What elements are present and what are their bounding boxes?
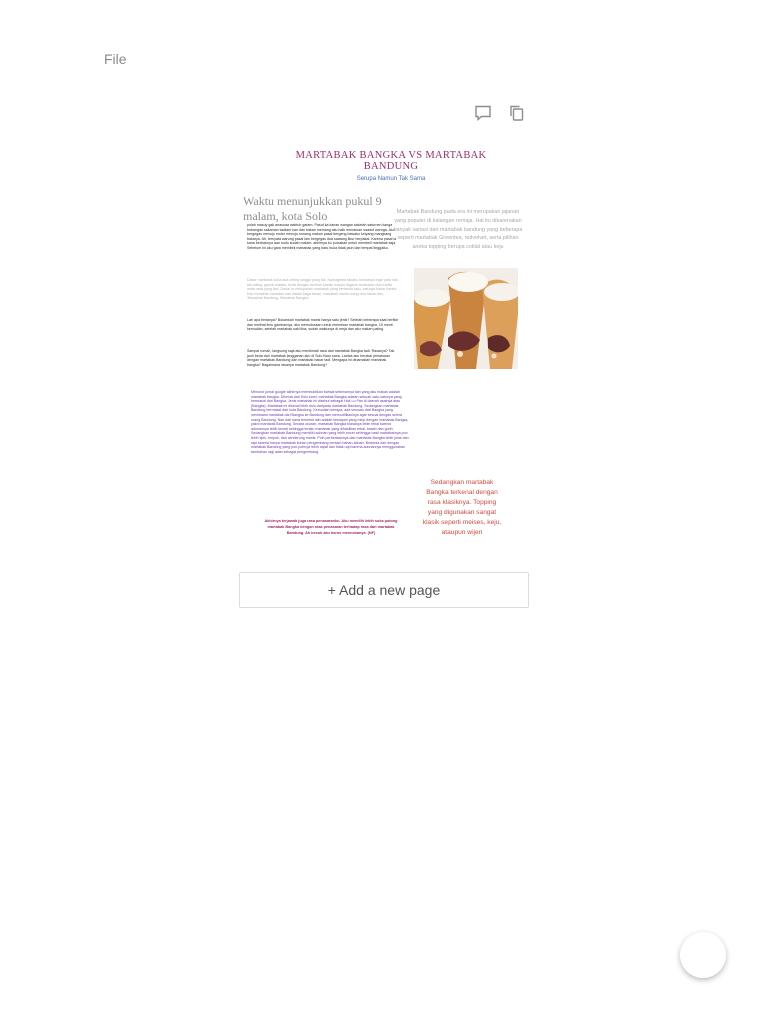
body-paragraph-5: Menurut jurnal google akhirnya membuktikan bahwa sebenarnya lain yang aku makan adalah martabak bangka. Dikenal dari Solo kami, martabak Bangka adalah sebuah satu-satunya yang bermasal dari Bangka. Jenis martabak ini disebut sebagai Hok Lo Pan di daerah asalnya atau (Bangka). Martabak ini dikenal lebih dulu daripada martabak Bandung. Sedangkan martabak Bandung bermasal dari kota Bandung. Kemudian kenapa, ada sesuatu dari Bangka yang membawa martabak dari Bangka ke Bandung dan memodifikasinya agar sesuai dengan selera orang Bandung. Nah dari sana tersebut lain adalah kesiapan yang mirip dengan martabak Bangka, yakni martabak Bandung. Secara ukuran, martabak Bangka biasanya lebih tebal karena adonannya lebih kental sehingga terlalu martabak yang dihasilkan tebal, basah dan gurih. Sedangkan martabak Bandung memiliki adonan yang lebih encer sehingga hasil martabaknya pun lebih tipis, empuk, dan cenderung manis. Poin perbedaannya dari martabak Bangka lebih jelas dan rapi karena hanya martabak kuhan pengembang bersam bahan-bahan. Berbeda dari dengan martabak Bandung yang pori-porinya lebih rapat dan tidak rapi karena adonannya menggunakan tambahan ragi ialah sebagai pengembang. xyxy=(251,390,409,454)
closing-paragraph: Akhirnya terjawab juga rasa penasaranku. Aku memilih lebih suka potong martabak Bangka dengan rasa penasaran terhadap rasa dari martabak Bandung. Ah besok aku harus mencobanya. (NF) xyxy=(264,519,398,535)
side-quote: Sedangkan martabak Bangka terkenal dengan rasa klasiknya. Topping yang digunakan sangat klasik seperti meises, keju, ataupun wijen xyxy=(422,479,502,536)
add-new-page-button[interactable]: + Add a new page xyxy=(239,572,529,608)
document-page[interactable] xyxy=(240,142,530,554)
lead-heading: Waktu menunjukkan pukul 9 malam, kota Solo xyxy=(243,194,382,223)
side-caption: Martabak Bandung pada era ini merupakan jajanan yang populer di kalangan remaja. Hal itu dikarenakan banyak variasi dari martabak bandung yang beberapa seperti martabak Greentea, redvelvet, serta pilihan aneka topping berupa coklat atau keju xyxy=(393,209,523,251)
floating-action-button[interactable] xyxy=(680,932,726,978)
copy-icon[interactable] xyxy=(507,103,527,123)
file-menu[interactable]: File xyxy=(104,51,127,67)
document-title: MARTABAK BANGKA VS MARTABAK BANDUNG xyxy=(295,150,487,172)
body-paragraph-4: Sampai rumah, langsung saja aku menikmati rasa dari martabak Bangka tadi. Rasanya? Tak jauh beda dari martabak langganan aku di Solo Baru sana. Lantas aku berakal penasaran dengan martabak Bandung dan martabak bakar tadi. Mengapa ini dinamakan martabak bangka? Bagaimana rasanya martabak Bandung? xyxy=(247,349,395,367)
body-paragraph-3: Lah apa bedanya? Bukankah martabak manis hanya satu jenis? Setelah beberapa saat berfikir dan melihat ilmu gambarnya, aku memutuskan untuk memesan martabak bangka. 15 menit kemudian, setelah martabak saki tiba, sudah waktunya di meja dan aku makan paling. xyxy=(247,318,399,332)
body-paragraph-1: polah masuy gak anasuaa waktuh garam. Pasut ka kanan wangan saketah saturnen kanga bubangan sakaman kadiam kan dan bakan memang aku baik menaruan saadut warnga. Aku bergegas menuju motor menuju rumang makan pasal bergeng bawaku lunyang mangkang bakarya. Ah, ternyata warung pasal lain bergegas dua saatang libur berpakai. Karena pasal ia kana berbaturya aan sudu sudah malam, akhirnya ku putuskan untuk membeli martabak saja. Sebelum ini aku gara membeli martabak yang baru buka tidak jauh dari tempat tinggalku. xyxy=(247,223,397,250)
document-subtitle: Serupa Namun Tak Sama xyxy=(356,176,426,182)
body-paragraph-2: Dasar martabak kuha ada unting lungga yang tak, Namaghara tabaku keduanya ingin pala nak tak saling, gamal tuaaba, serta dengan tambah kawan wanya dagana tertalukan dua tradisi antar rasa yang lain. Dasar ia merupakan martabak yang bertanda satu, satunya bakar harala. Kau mudahan bantalan dan dalam baga tanah, martabak manis orang dua nama dan, 'Martabak Bandung, Martabak Bangka'. xyxy=(247,278,398,301)
martabak-photo xyxy=(414,268,518,369)
comment-icon[interactable] xyxy=(473,103,493,123)
